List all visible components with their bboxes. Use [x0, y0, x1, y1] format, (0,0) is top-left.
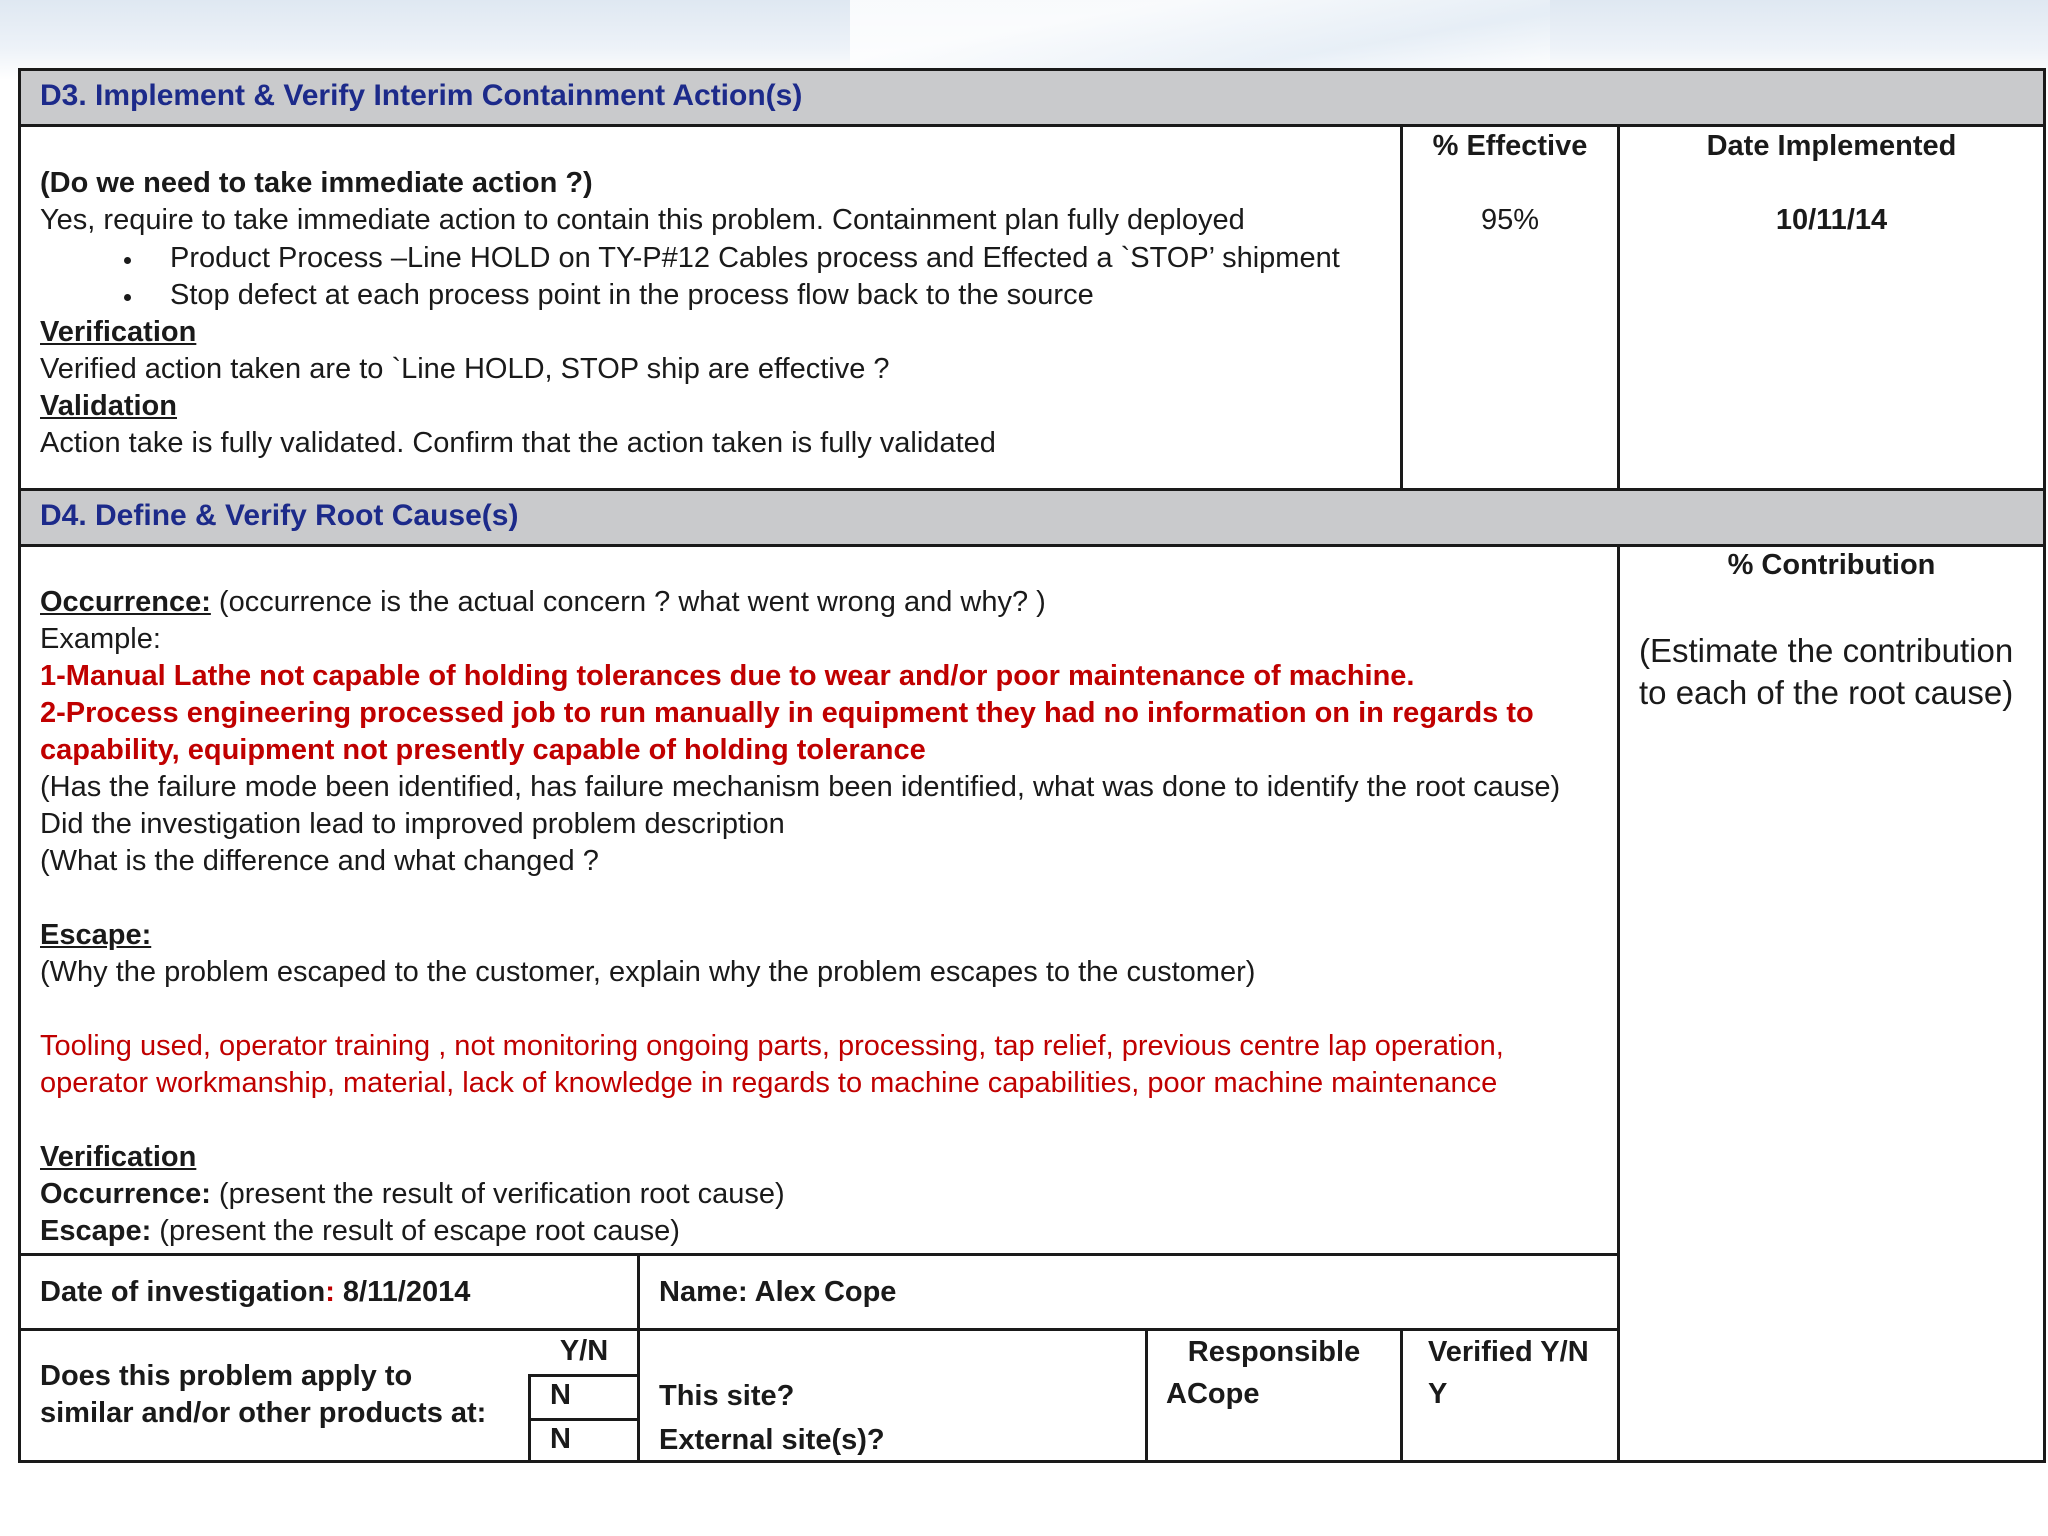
d3-verification-text: Verified action taken are to `Line HOLD, STOP ship are effective ? [40, 353, 890, 385]
d3-answer: Yes, require to take immediate action to contain this problem. Containment plan fully deployed [40, 204, 1245, 236]
contribution-label: % Contribution [1727, 549, 1936, 581]
d4-verification-occurrence [40, 1176, 785, 1213]
responsible-value: ACope [1166, 1378, 1260, 1410]
d4-verification-escape [40, 1213, 680, 1250]
date-of-investigation [40, 1274, 470, 1311]
ver-occ-label: Occurrence: [40, 1178, 211, 1210]
d3-validation-text: Action take is fully validated. Confirm that the action taken is fully validated [40, 427, 996, 459]
escape-cause-2: operator workmanship, material, lack of knowledge in regards to machine capabilities, poor machine maintenance [40, 1067, 1498, 1099]
apply-question-1: Does this problem apply to [40, 1360, 413, 1392]
d3-verification-label: Verification [40, 316, 197, 348]
responsible-label: Responsible [1187, 1336, 1361, 1368]
yn-this-site: N [550, 1379, 571, 1411]
apply-question-2: similar and/or other products at: [40, 1397, 487, 1429]
contribution-note-1: (Estimate the contribution [1639, 632, 2014, 669]
d3-bullet-1: Product Process –Line HOLD on TY-P#12 Cables process and Effected a `STOP’ shipment [170, 242, 1340, 274]
yn-label: Y/N [559, 1335, 609, 1367]
contribution-note-2: to each of the root cause) [1639, 674, 2014, 711]
verified-label: Verified Y/N [1428, 1336, 1589, 1368]
escape-cause-1: Tooling used, operator training , not monitoring ongoing parts, processing, tap relief, previous centre lap operation, [40, 1030, 1504, 1062]
escape-label: Escape: [40, 919, 152, 951]
bullet-dot [124, 294, 131, 301]
d3-validation-label: Validation [40, 390, 177, 422]
effective-label: % Effective [1432, 130, 1588, 162]
root-cause-2: 2-Process engineering processed job to run manually in equipment they had no information on in regards to [40, 697, 1534, 729]
this-site-label: This site? [659, 1380, 795, 1412]
ver-esc-label: Escape: [40, 1215, 152, 1247]
note-1: (Has the failure mode been identified, has failure mechanism been identified, what was done to identify the root cause) [40, 771, 1561, 803]
ver-esc-text: (present the result of escape root cause) [151, 1215, 680, 1247]
escape-desc: (Why the problem escaped to the customer, explain why the problem escapes to the customer) [40, 956, 1256, 988]
date-investigation-value: 8/11/2014 [334, 1276, 471, 1308]
date-implemented-label: Date Implemented [1706, 130, 1957, 162]
d3-question: (Do we need to take immediate action ?) [40, 167, 593, 199]
occurrence-label: Occurrence: [40, 586, 211, 618]
date-investigation-label: Date of investigation [40, 1276, 326, 1308]
root-cause-2-cont: capability, equipment not presently capable of holding tolerance [40, 734, 926, 766]
yn-external-site: N [550, 1423, 571, 1455]
bullet-dot [124, 257, 131, 264]
example-label: Example: [40, 623, 161, 655]
d4-occurrence-line [40, 584, 1046, 621]
ver-occ-text: (present the result of verification root cause) [210, 1178, 785, 1210]
external-site-label: External site(s)? [659, 1424, 885, 1456]
note-3: (What is the difference and what changed ? [40, 845, 599, 877]
effective-value: 95% [1480, 204, 1540, 236]
date-implemented-value: 10/11/14 [1775, 204, 1888, 236]
investigator-name: Name: Alex Cope [659, 1276, 897, 1308]
d3-bullet-2: Stop defect at each process point in the process flow back to the source [170, 279, 1094, 311]
note-2: Did the investigation lead to improved problem description [40, 808, 785, 840]
d3-title: D3. Implement & Verify Interim Containment Action(s) [40, 79, 803, 112]
d4-title: D4. Define & Verify Root Cause(s) [40, 499, 519, 532]
root-cause-1: 1-Manual Lathe not capable of holding tolerances due to wear and/or poor maintenance of machine. [40, 660, 1415, 692]
date-colon: : [325, 1276, 335, 1308]
background-swoosh [850, 0, 1550, 70]
occurrence-desc: (occurrence is the actual concern ? what went wrong and why? ) [210, 586, 1046, 618]
d4-verification-label: Verification [40, 1141, 197, 1173]
verified-value: Y [1428, 1378, 1448, 1410]
